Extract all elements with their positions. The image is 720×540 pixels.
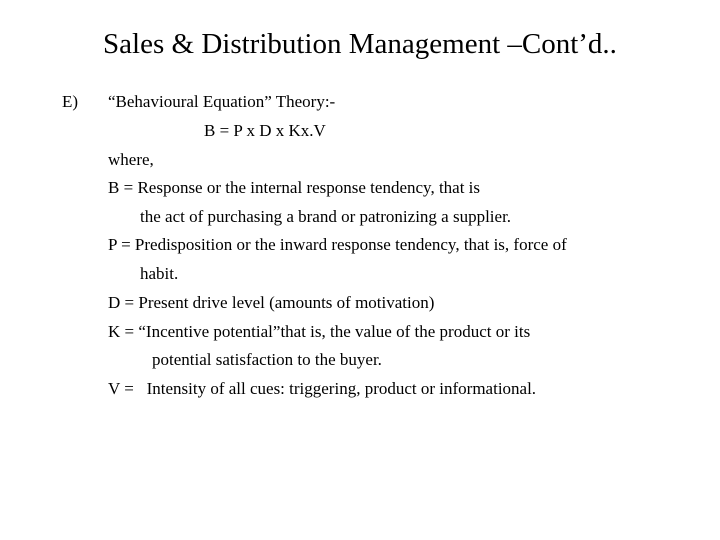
theory-heading: “Behavioural Equation” Theory:- bbox=[108, 92, 336, 111]
definition-text: Intensity of all cues: triggering, product or informational. bbox=[146, 379, 537, 398]
definition-term: K bbox=[108, 322, 121, 341]
definition-separator: = bbox=[120, 293, 139, 312]
equation: B = P x D x Kx.V bbox=[204, 121, 326, 140]
definition-p-continuation: habit. bbox=[140, 264, 179, 283]
definition-p bbox=[108, 233, 567, 257]
definition-b bbox=[108, 176, 480, 200]
definition-term: D bbox=[108, 293, 121, 312]
definition-term: B bbox=[108, 178, 120, 197]
definition-text: Present drive level (amounts of motivation) bbox=[138, 293, 435, 312]
definition-term: P bbox=[108, 235, 117, 254]
definition-separator: = bbox=[120, 322, 139, 341]
definition-separator: = bbox=[116, 235, 135, 254]
slide-title: Sales & Distribution Management –Cont’d.. bbox=[103, 28, 617, 60]
definition-term: V bbox=[108, 379, 120, 398]
definition-separator: = bbox=[119, 379, 147, 398]
definition-text: Predisposition or the inward response tendency, that is, force of bbox=[134, 235, 567, 254]
definition-separator: = bbox=[119, 178, 138, 197]
definition-text: “Incentive potential”that is, the value of the product or its bbox=[138, 322, 531, 341]
definition-b-continuation: the act of purchasing a brand or patronizing a supplier. bbox=[140, 207, 512, 226]
definition-k bbox=[108, 320, 530, 344]
definition-k-continuation: potential satisfaction to the buyer. bbox=[152, 350, 382, 369]
where-label: where, bbox=[108, 150, 154, 169]
item-marker: E) bbox=[62, 92, 79, 111]
definition-text: Response or the internal response tendency, that is bbox=[137, 178, 481, 197]
definition-d bbox=[108, 291, 434, 315]
definition-v bbox=[108, 377, 536, 401]
